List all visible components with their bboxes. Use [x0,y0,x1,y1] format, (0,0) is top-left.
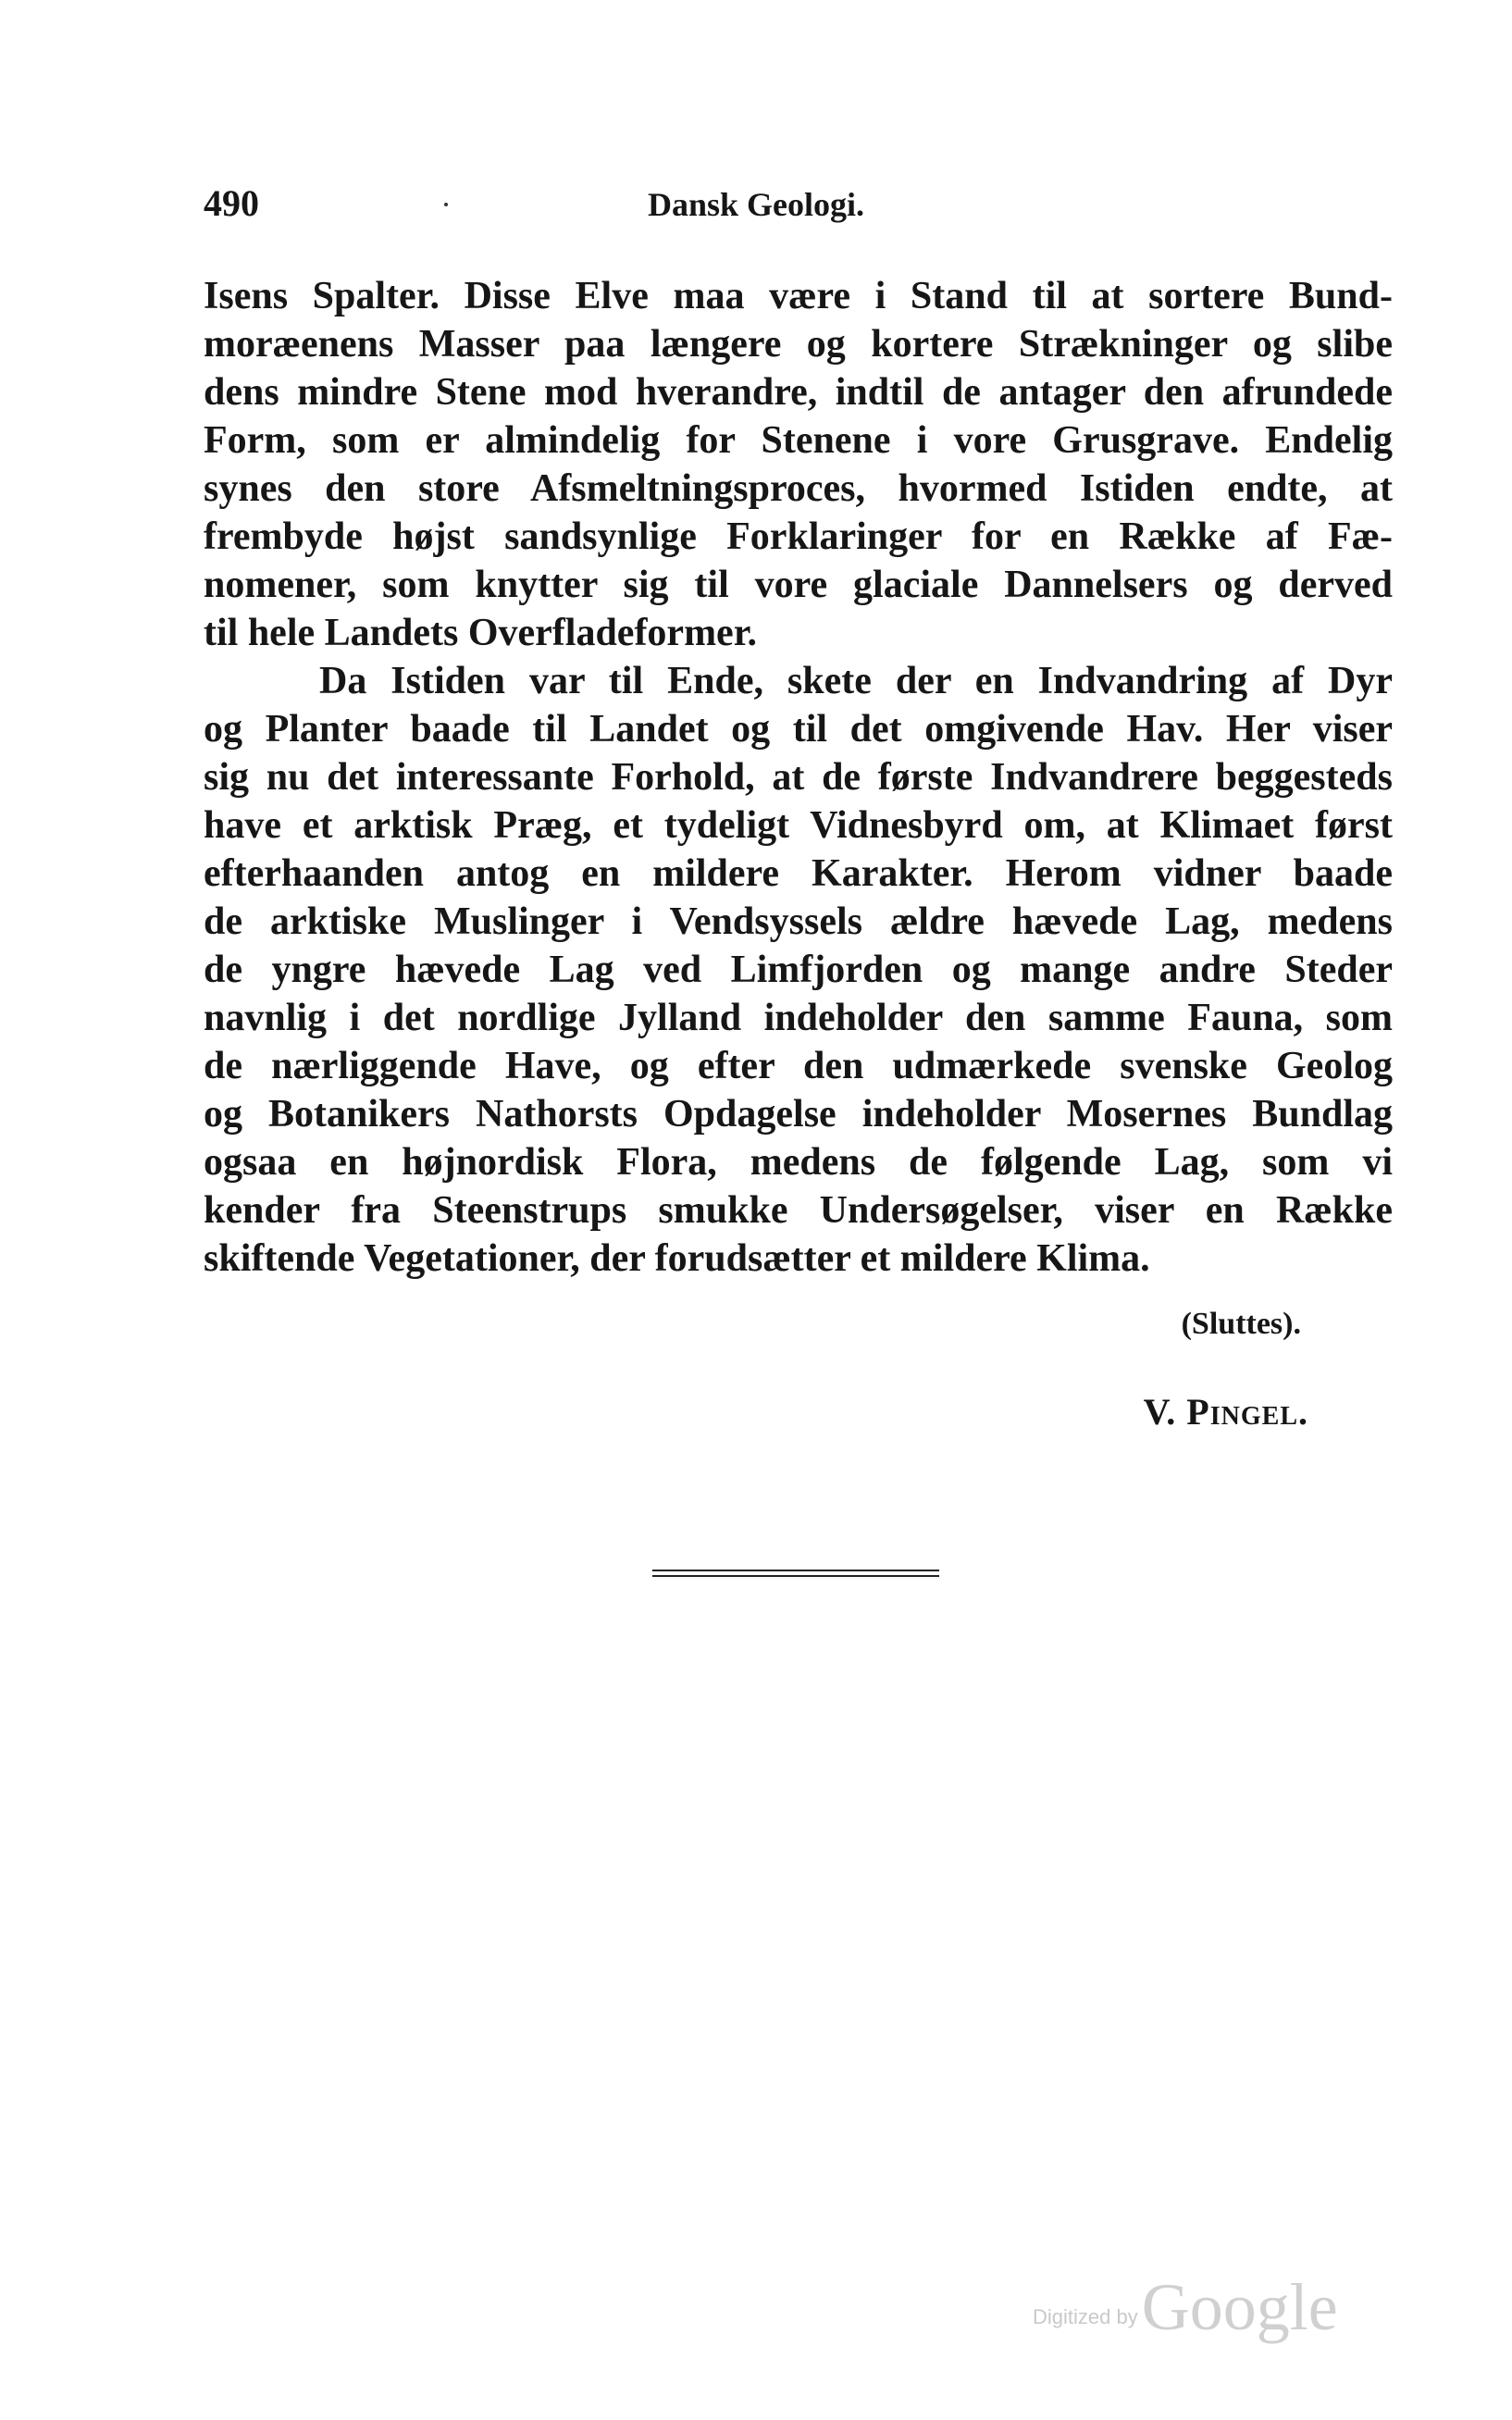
text-line: de arktiske Muslinger i Vendsyssels ældre hævede Lag, medens [204,900,1393,943]
text-line: til hele Landets Overfladeformer. [204,612,757,654]
google-logo: Google [1141,2270,1338,2344]
signature-initial: V. P [1143,1391,1210,1433]
text-line: have et arktisk Præg, et tydeligt Vidnesbyrd om, at Klimaet først [204,804,1393,847]
running-title: Dansk Geologi. [647,186,865,223]
text-line: synes den store Afsmeltningsproces, hvormed Istiden endte, at [204,467,1393,510]
text-line: nomener, som knytter sig til vore glaciale Dannelsers og derved [204,564,1393,606]
text-line: Isens Spalter. Disse Elve maa være i Stand til at sortere Bund- [204,275,1393,317]
text-line: moræenens Masser paa længere og kortere Strækninger og slibe [204,323,1393,366]
text-line: kender fra Steenstrups smukke Undersøgelser, viser en Række [204,1189,1393,1232]
text-line: sig nu det interessante Forhold, at de første Indvandrere beggesteds [204,756,1393,799]
text-line: ogsaa en højnordisk Flora, medens de følgende Lag, som vi [204,1141,1393,1184]
text-line: de nærliggende Have, og efter den udmærkede svenske Geolog [204,1045,1393,1087]
body-text [204,272,1393,1283]
text-line: de yngre hævede Lag ved Limfjorden og mange andre Steder [204,949,1393,991]
paragraph-2 [204,657,1393,1283]
digitized-watermark [1033,2269,1338,2346]
text-line: dens mindre Stene mod hverandre, indtil de antager den afrundede [204,371,1393,414]
paragraph-1 [204,272,1393,657]
author-signature [1144,1390,1308,1433]
text-line: og Planter baade til Landet og til det omgivende Hav. Her viser [204,708,1393,751]
text-line: skiftende Vegetationer, der forudsætter et mildere Klima. [204,1237,1150,1280]
text-line: Da Istiden var til Ende, skete der en Indvandring af Dyr [319,660,1393,702]
page-number: 490 [204,182,259,224]
text-line: navnlig i det nordlige Jylland indeholder den samme Fauna, som [204,997,1393,1039]
signature-surname: ingel. [1209,1391,1308,1433]
text-line: frembyde højst sandsynlige Forklaringer for en Række af Fæ- [204,515,1393,558]
continued-note: (Sluttes). [1181,1307,1301,1341]
text-line: efterhaanden antog en mildere Karakter. Herom vidner baade [204,852,1393,895]
watermark-prefix: Digitized by [1033,2305,1138,2328]
section-end-rule [652,1570,939,1577]
text-line: Form, som er almindelig for Stenene i vore Grusgrave. Endelig [204,419,1393,462]
text-line: og Botanikers Nathorsts Opdagelse indeholder Mosernes Bundlag [204,1093,1393,1136]
